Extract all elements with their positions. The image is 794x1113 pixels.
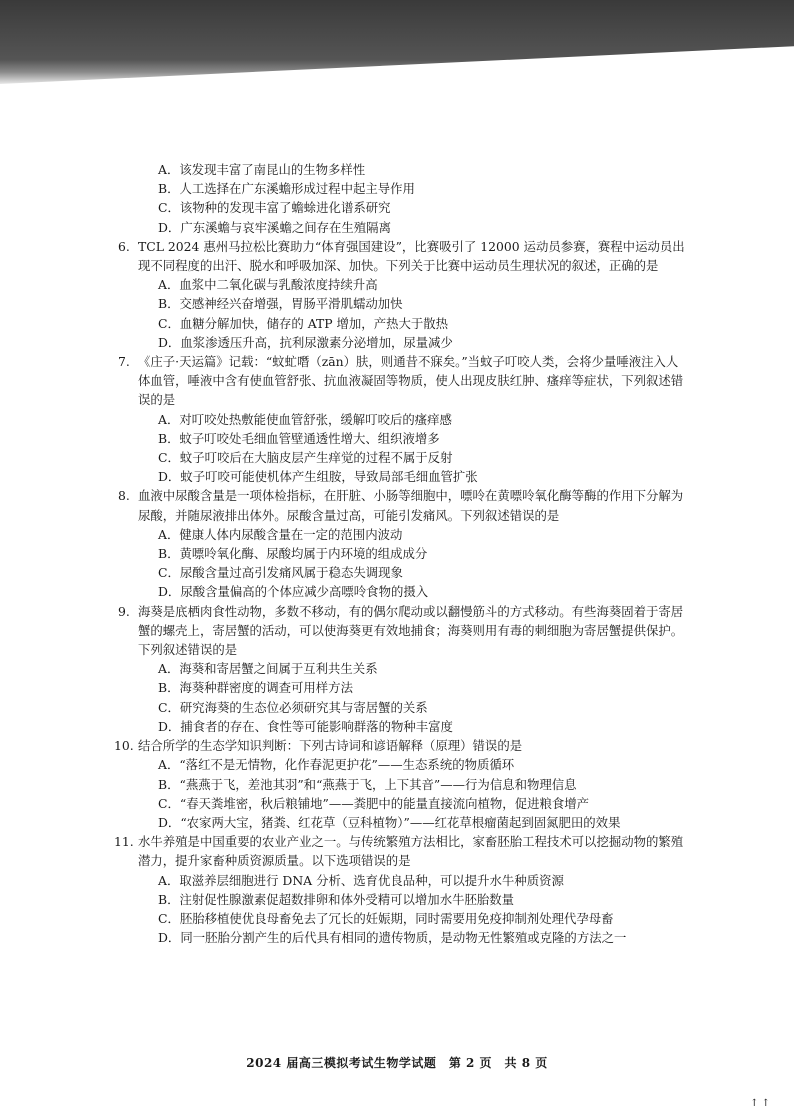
option-b: B．注射促性腺激素促超数排卵和体外受精可以增加水牛胚胎数量	[158, 891, 515, 907]
question-stem: 血液中尿酸含量是一项体检指标，在肝脏、小肠等细胞中，嘌呤在黄嘌呤氧化酶等酶的作用下分解为尿酸，并随尿液排出体外。尿酸含量过高，可能引发痛风。下列叙述错误的是	[138, 488, 684, 523]
question-number: 9.	[118, 603, 130, 619]
question-stem: 海葵是底栖肉食性动物，多数不移动，有的偶尔爬动或以翻慢筋斗的方式移动。有些海葵固着于寄居蟹的螺壳上，寄居蟹的活动，可以使海葵更有效地捕食；海葵则用有毒的刺细胞为寄居蟹提供保护。下列叙述错误的是	[138, 603, 684, 658]
option-d: D．“农家两大宝，猪粪、红花草（豆科植物）”——红花草根瘤菌起到固氮肥田的效果	[158, 814, 621, 830]
option-a: A．血浆中二氧化碳与乳酸浓度持续升高	[158, 277, 378, 293]
option-b: B．人工选择在广东溪蟾形成过程中起主导作用	[158, 181, 415, 197]
option-c: C．研究海葵的生态位必须研究其与寄居蟹的关系	[158, 699, 428, 715]
option-a: A．海葵和寄居蟹之间属于互利共生关系	[158, 661, 378, 677]
question-11	[114, 832, 688, 947]
page-footer: 2024 届高三模拟考试生物学试题 第 2 页 共 8 页	[246, 1056, 548, 1070]
question-stem: 《庄子·天运篇》记载：“蚊虻噆（zān）肤，则通昔不寐矣。”当蚊子叮咬人类，会将少量唾液注入人体血管，唾液中含有使血管舒张、抗血液凝固等物质，使人出现皮肤红肿、瘙痒等症状，下列叙述错误的是	[138, 354, 684, 408]
question-number: 11.	[114, 834, 134, 850]
question-stem: 水牛养殖是中国重要的农业产业之一。与传统繁殖方法相比，家畜胚胎工程技术可以挖掘动物的繁殖潜力，提升家畜种质资源质量。以下选项错误的是	[138, 834, 684, 869]
question-stem: 结合所学的生态学知识判断：下列古诗词和谚语解释（原理）错误的是	[138, 738, 523, 754]
scan-shadow	[0, 0, 794, 84]
option-b: B．“燕燕于飞，差池其羽”和“燕燕于飞，上下其音”——行为信息和物理信息	[158, 776, 577, 792]
option-d: D．蚊子叮咬可能使机体产生组胺，导致局部毛细血管扩张	[158, 469, 478, 485]
question-5-options	[118, 160, 688, 237]
question-number: 7.	[118, 354, 130, 370]
question-7	[118, 352, 688, 486]
option-d: D．同一胚胎分割产生的后代具有相同的遗传物质，是动物无性繁殖或克隆的方法之一	[158, 930, 627, 946]
question-number: 10.	[114, 738, 134, 754]
option-c: C．血糖分解加快，储存的 ATP 增加，产热大于散热	[158, 315, 449, 331]
option-d: D．广东溪蟾与哀牢溪蟾之间存在生殖隔离	[158, 219, 391, 235]
option-a: A．对叮咬处热敷能使血管舒张，缓解叮咬后的瘙痒感	[158, 411, 452, 427]
option-d: D．捕食者的存在、食性等可能影响群落的物种丰富度	[158, 718, 453, 734]
option-d: D．血浆渗透压升高，抗利尿激素分泌增加，尿量减少	[158, 334, 453, 350]
question-8	[118, 486, 688, 601]
question-number: 6.	[118, 238, 130, 254]
question-number: 8.	[118, 488, 130, 504]
option-c: C．尿酸含量过高引发痛风属于稳态失调现象	[158, 565, 403, 581]
option-a: A．“落红不是无情物，化作春泥更护花”——生态系统的物质循环	[158, 757, 515, 773]
option-c: C．“春天粪堆密，秋后粮铺地”——粪肥中的能量直接流向植物，促进粮食增产	[158, 795, 590, 811]
exam-page	[114, 160, 688, 947]
option-c: C．胚胎移植使优良母畜免去了冗长的妊娠期，同时需要用免疫抑制剂处理代孕母畜	[158, 910, 614, 926]
question-6	[118, 237, 688, 352]
option-a: A．取滋养层细胞进行 DNA 分析、选育优良品种，可以提升水牛种质资源	[158, 872, 564, 888]
option-d: D．尿酸含量偏高的个体应减少高嘌呤食物的摄入	[158, 584, 429, 600]
option-a: A．健康人体内尿酸含量在一定的范围内波动	[158, 526, 403, 542]
option-c: C．该物种的发现丰富了蟾蜍进化谱系研究	[158, 200, 391, 216]
option-b: B．黄嘌呤氧化酶、尿酸均属于内环境的组成成分	[158, 546, 428, 562]
option-b: B．海葵种群密度的调查可用样方法	[158, 680, 353, 696]
question-9	[118, 602, 688, 736]
question-stem: TCL 2024 惠州马拉松比赛助力“体育强国建设”，比赛吸引了 12000 运动员参赛，赛程中运动员出现不同程度的出汗、脱水和呼吸加深、加快。下列关于比赛中运动员生理状况的叙述，正确的是	[138, 238, 685, 274]
question-10	[114, 736, 688, 832]
option-b: B．蚊子叮咬处毛细血管壁通透性增大、组织液增多	[158, 430, 440, 446]
corner-mark: ↑ ↑	[750, 1098, 770, 1109]
option-b: B．交感神经兴奋增强，胃肠平滑肌蠕动加快	[158, 296, 403, 312]
option-a: A．该发现丰富了南昆山的生物多样性	[158, 162, 366, 177]
option-c: C．蚊子叮咬后在大脑皮层产生痒觉的过程不属于反射	[158, 450, 453, 466]
